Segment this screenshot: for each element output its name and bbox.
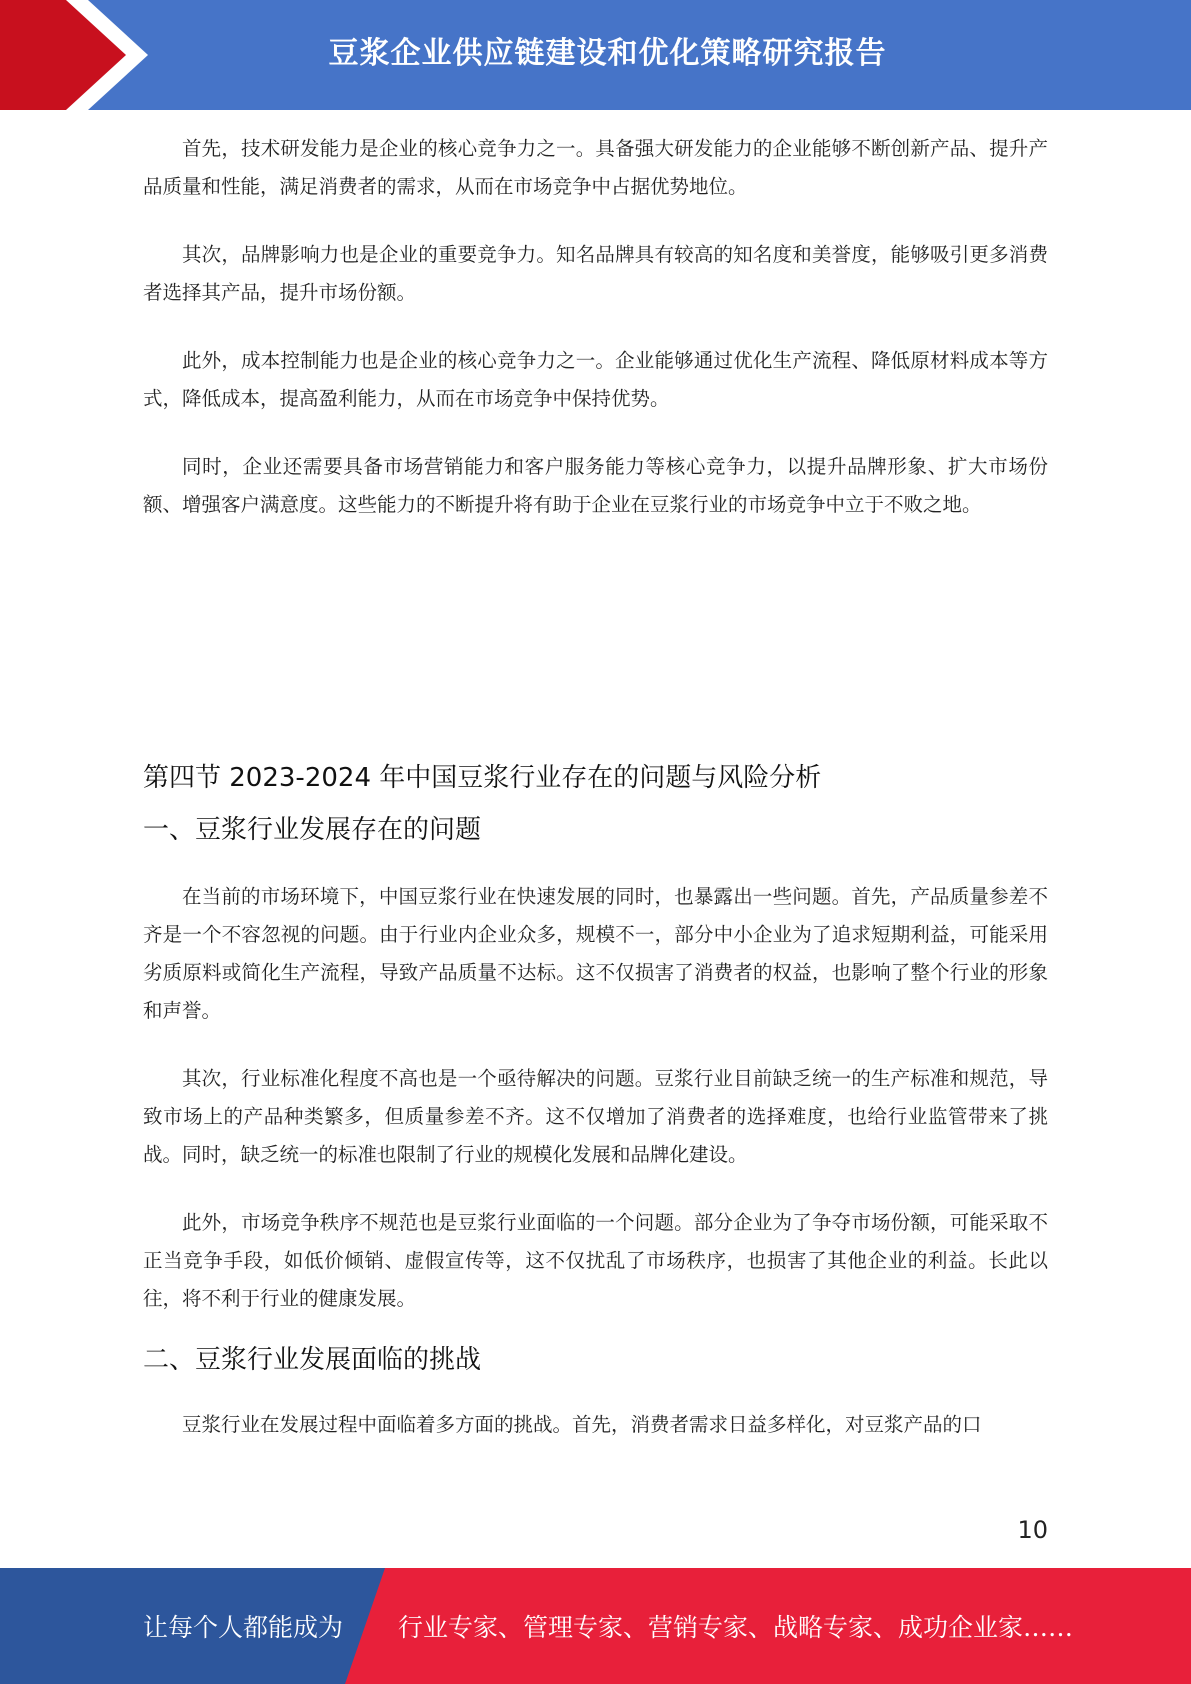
paragraph: 此外，市场竞争秩序不规范也是豆浆行业面临的一个问题。部分企业为了争夺市场份额，可能采取不正当竞争手段，如低价倾销、虚假宣传等，这不仅扰乱了市场秩序，也损害了其他企业的利益。长此以往，将不利于行业的健康发展。 — [143, 1211, 1048, 1310]
subsection-heading: 二、豆浆行业发展面临的挑战 — [143, 1345, 482, 1375]
paragraph: 此外，成本控制能力也是企业的核心竞争力之一。企业能够通过优化生产流程、降低原材料成本等方式，降低成本，提高盈利能力，从而在市场竞争中保持优势。 — [143, 349, 1048, 410]
footer-slogan-left: 让每个人都能成为 — [143, 1613, 344, 1642]
paragraph: 其次，品牌影响力也是企业的重要竞争力。知名品牌具有较高的知名度和美誉度，能够吸引更多消费者选择其产品，提升市场份额。 — [143, 243, 1048, 304]
paragraph: 豆浆行业在发展过程中面临着多方面的挑战。首先，消费者需求日益多样化，对豆浆产品的口 — [182, 1413, 982, 1436]
paragraph: 同时，企业还需要具备市场营销能力和客户服务能力等核心竞争力，以提升品牌形象、扩大市场份额、增强客户满意度。这些能力的不断提升将有助于企业在豆浆行业的市场竞争中立于不败之地。 — [143, 455, 1048, 516]
section-heading: 第四节 2023-2024 年中国豆浆行业存在的问题与风险分析 — [143, 763, 822, 793]
page-header — [0, 0, 1191, 110]
footer-slogan-right: 行业专家、管理专家、营销专家、战略专家、成功企业家…… — [398, 1613, 1074, 1642]
page-footer — [0, 1568, 1191, 1684]
subsection-heading: 一、豆浆行业发展存在的问题 — [143, 815, 482, 845]
report-title: 豆浆企业供应链建设和优化策略研究报告 — [328, 36, 887, 71]
page-number: 10 — [1017, 1516, 1048, 1544]
paragraph: 首先，技术研发能力是企业的核心竞争力之一。具备强大研发能力的企业能够不断创新产品、提升产品质量和性能，满足消费者的需求，从而在市场竞争中占据优势地位。 — [143, 137, 1048, 198]
page-content — [143, 130, 1048, 1444]
paragraph: 其次，行业标准化程度不高也是一个亟待解决的问题。豆浆行业目前缺乏统一的生产标准和规范，导致市场上的产品种类繁多，但质量参差不齐。这不仅增加了消费者的选择难度，也给行业监管带来了挑战。同时，缺乏统一的标准也限制了行业的规模化发展和品牌化建设。 — [143, 1067, 1048, 1166]
paragraph: 在当前的市场环境下，中国豆浆行业在快速发展的同时，也暴露出一些问题。首先，产品质量参差不齐是一个不容忽视的问题。由于行业内企业众多，规模不一，部分中小企业为了追求短期利益，可能采用劣质原料或简化生产流程，导致产品质量不达标。这不仅损害了消费者的权益，也影响了整个行业的形象和声誉。 — [143, 885, 1048, 1022]
